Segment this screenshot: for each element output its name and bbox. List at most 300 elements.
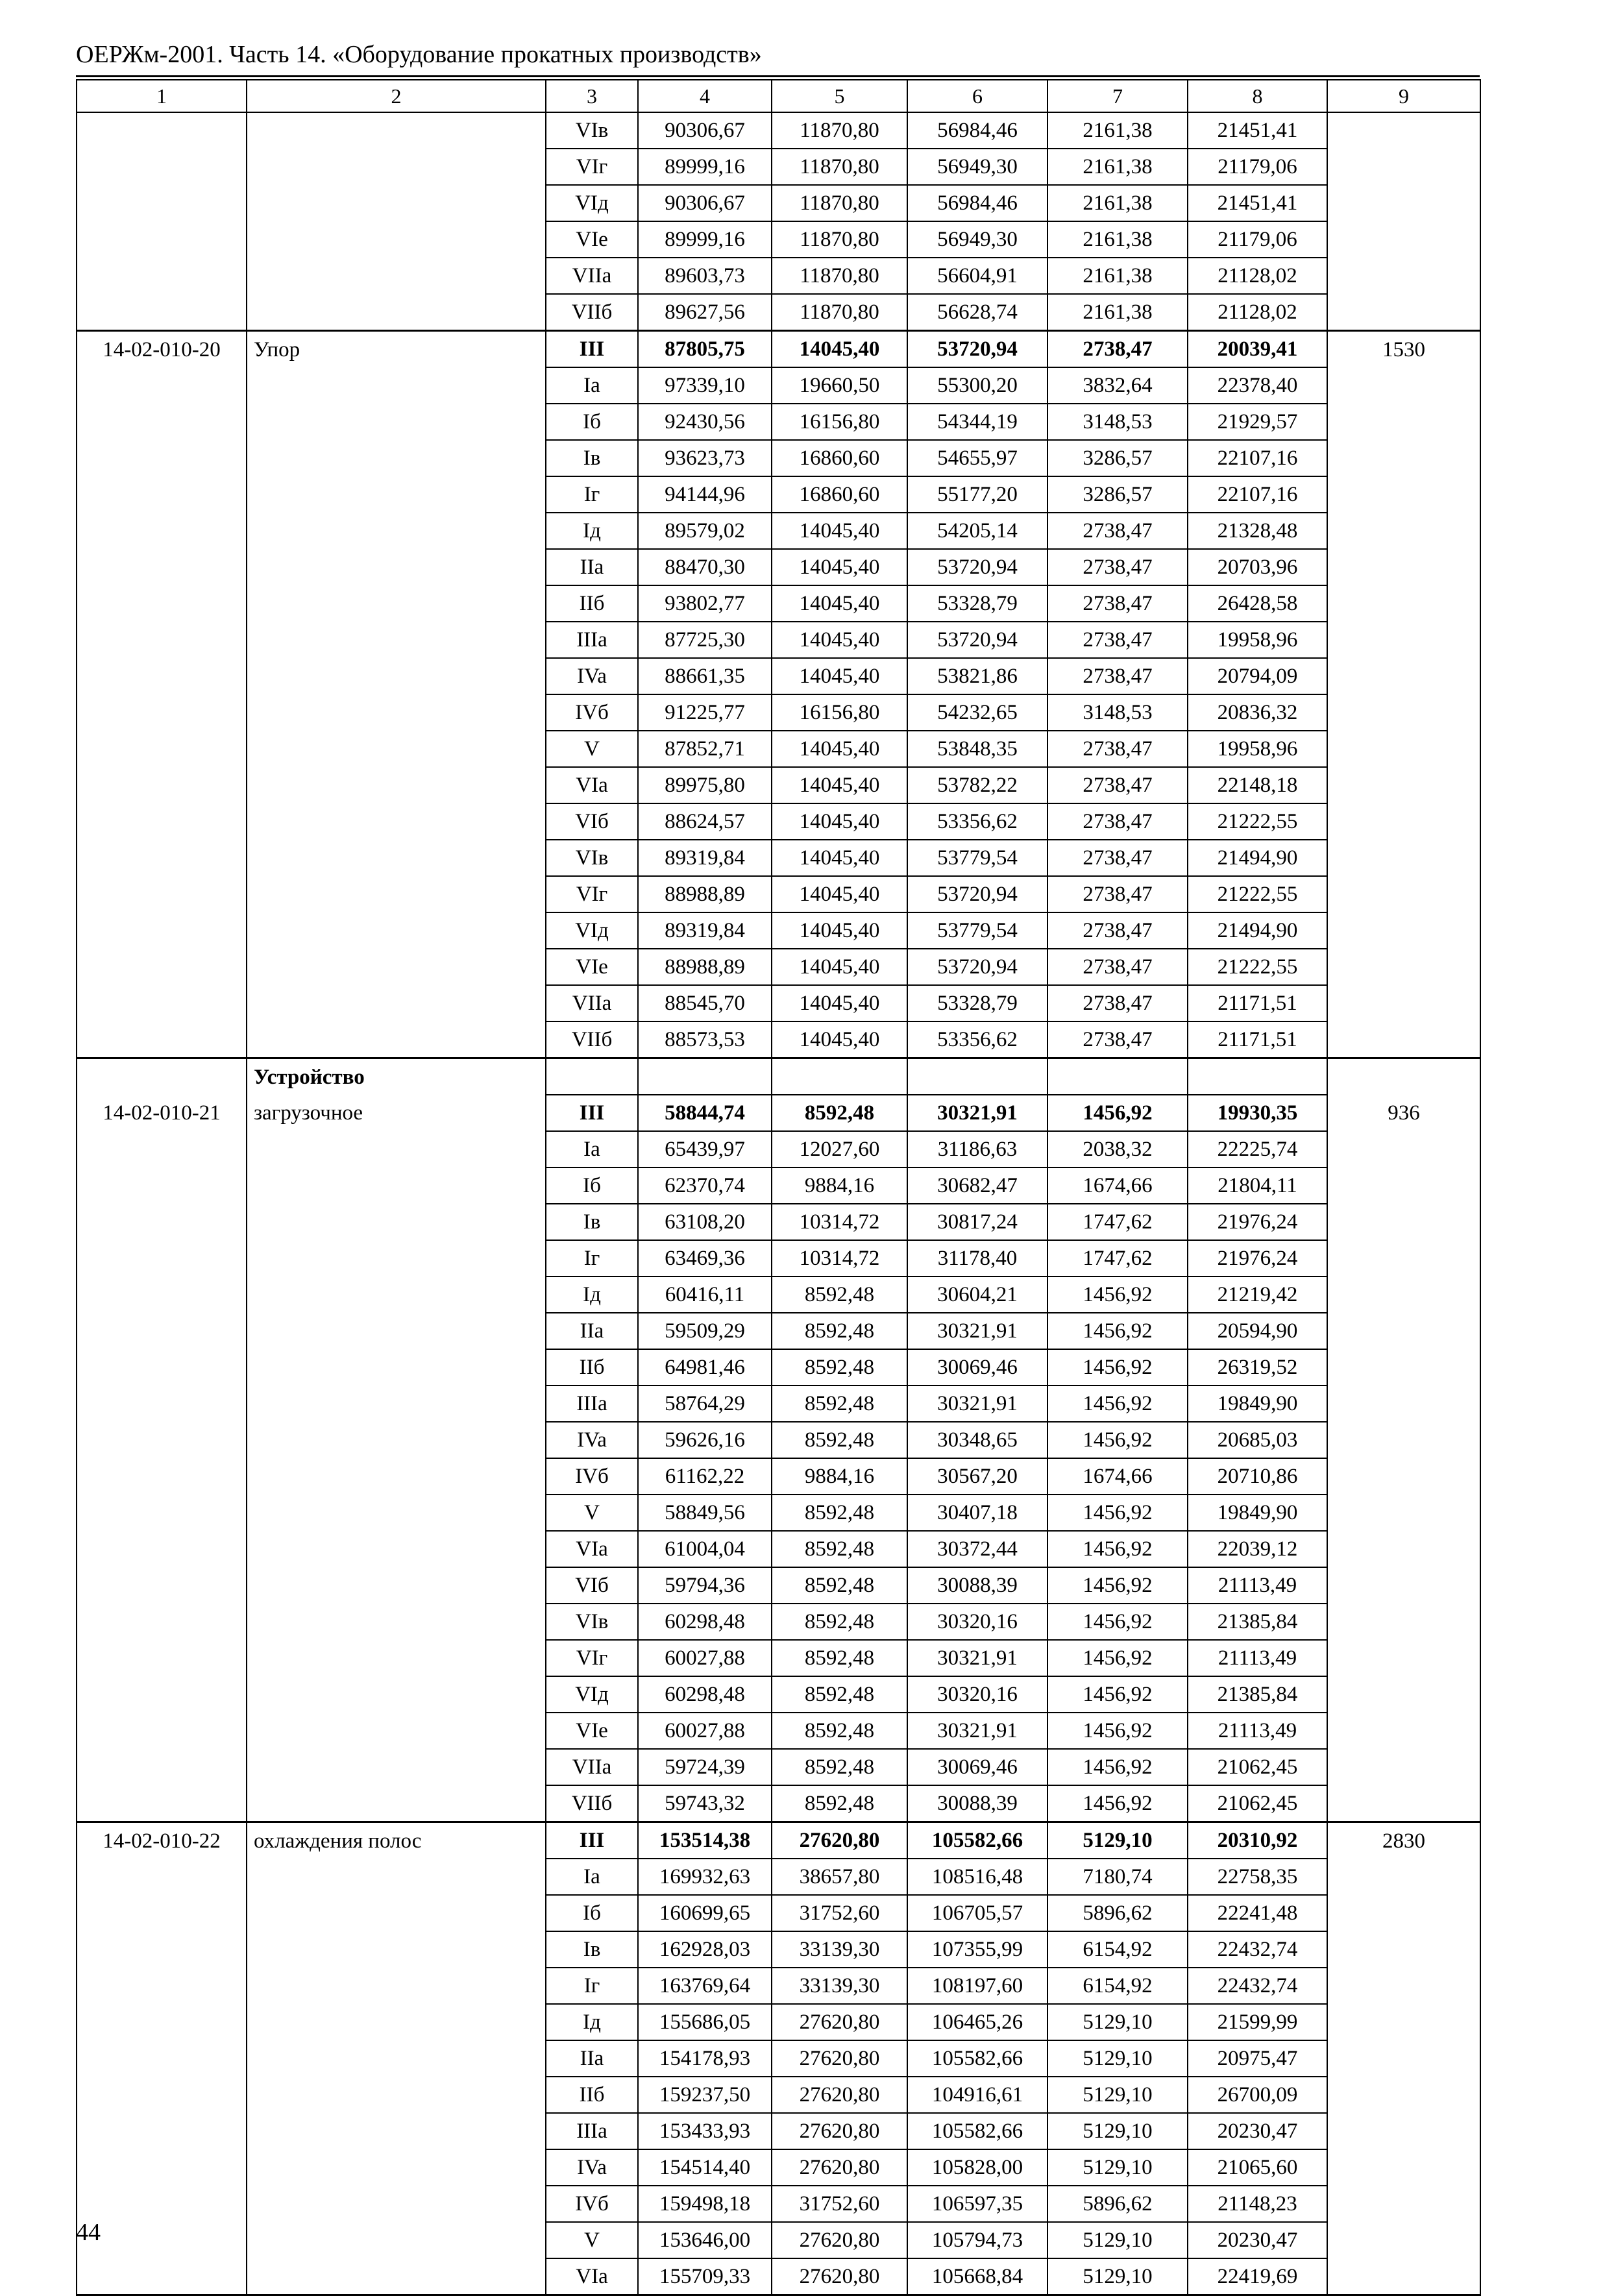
value-cell: 16156,80 <box>772 694 907 731</box>
item-code <box>77 840 247 876</box>
item-code <box>77 367 247 404</box>
table-row <box>77 221 1480 258</box>
value-cell: 8592,48 <box>772 1349 907 1386</box>
value-cell: 2738,47 <box>1047 585 1188 622</box>
table-row <box>77 694 1480 731</box>
weight-cell <box>1327 221 1480 258</box>
item-code <box>77 1349 247 1386</box>
value-cell: 21065,60 <box>1188 2149 1327 2186</box>
value-cell: 27620,80 <box>772 2258 907 2295</box>
value-cell: 2738,47 <box>1047 803 1188 840</box>
value-cell: 108516,48 <box>907 1859 1047 1895</box>
item-code <box>77 731 247 767</box>
value-cell: 108197,60 <box>907 1968 1047 2004</box>
zone-cell: IIIa <box>546 1386 638 1422</box>
zone-cell: III <box>546 1095 638 1131</box>
item-name <box>247 185 546 221</box>
value-cell: 88573,53 <box>638 1021 772 1058</box>
value-cell: 26700,09 <box>1188 2077 1327 2113</box>
zone-cell: VIIa <box>546 258 638 294</box>
value-cell: 105828,00 <box>907 2149 1047 2186</box>
value-cell: 1456,92 <box>1047 1749 1188 1785</box>
column-number: 7 <box>1047 80 1188 112</box>
item-name <box>247 803 546 840</box>
value-cell: 3148,53 <box>1047 404 1188 440</box>
value-cell: 21385,84 <box>1188 1604 1327 1640</box>
section-code-cell <box>77 1058 247 1095</box>
value-cell: 5129,10 <box>1047 2258 1188 2295</box>
value-cell: 163769,64 <box>638 1968 772 2004</box>
zone-cell: IIб <box>546 585 638 622</box>
table-row <box>77 404 1480 440</box>
item-name <box>247 1313 546 1349</box>
value-cell: 22107,16 <box>1188 440 1327 476</box>
value-cell: 53328,79 <box>907 585 1047 622</box>
value-cell: 54655,97 <box>907 440 1047 476</box>
value-cell: 21929,57 <box>1188 404 1327 440</box>
weight-cell <box>1327 404 1480 440</box>
item-code <box>77 221 247 258</box>
value-cell: 5129,10 <box>1047 2113 1188 2149</box>
value-cell: 22039,12 <box>1188 1531 1327 1567</box>
item-name <box>247 1859 546 1895</box>
weight-cell <box>1327 294 1480 331</box>
item-code <box>77 876 247 912</box>
table-row <box>77 2149 1480 2186</box>
value-cell: 8592,48 <box>772 1604 907 1640</box>
weight-cell <box>1327 476 1480 513</box>
item-code <box>77 2113 247 2149</box>
value-cell: 20710,86 <box>1188 1458 1327 1495</box>
value-cell: 53356,62 <box>907 803 1047 840</box>
value-cell: 6154,92 <box>1047 1931 1188 1968</box>
value-cell: 20703,96 <box>1188 549 1327 585</box>
value-cell: 106465,26 <box>907 2004 1047 2040</box>
item-name <box>247 912 546 949</box>
page-number: 44 <box>76 2219 101 2246</box>
value-cell: 33139,30 <box>772 1931 907 1968</box>
weight-cell <box>1327 1458 1480 1495</box>
item-name <box>247 2222 546 2258</box>
value-cell: 61162,22 <box>638 1458 772 1495</box>
item-name <box>247 1386 546 1422</box>
weight-cell <box>1327 2040 1480 2077</box>
value-cell: 56949,30 <box>907 221 1047 258</box>
value-cell: 60416,11 <box>638 1276 772 1313</box>
value-cell: 89319,84 <box>638 840 772 876</box>
value-cell: 1456,92 <box>1047 1349 1188 1386</box>
value-cell: 56984,46 <box>907 112 1047 149</box>
value-cell: 60298,48 <box>638 1604 772 1640</box>
item-name <box>247 840 546 876</box>
weight-cell <box>1327 549 1480 585</box>
weight-cell <box>1327 694 1480 731</box>
column-number: 6 <box>907 80 1047 112</box>
value-cell: 27620,80 <box>772 2149 907 2186</box>
table-row <box>77 1785 1480 1822</box>
value-cell: 88624,57 <box>638 803 772 840</box>
zone-cell: IIIa <box>546 2113 638 2149</box>
value-cell: 22148,18 <box>1188 767 1327 803</box>
value-cell: 60027,88 <box>638 1640 772 1676</box>
value-cell: 10314,72 <box>772 1240 907 1276</box>
value-cell: 89627,56 <box>638 294 772 331</box>
value-cell: 31752,60 <box>772 1895 907 1931</box>
weight-cell <box>1327 2258 1480 2295</box>
zone-cell: IVa <box>546 2149 638 2186</box>
value-cell: 153514,38 <box>638 1822 772 1859</box>
value-cell: 21451,41 <box>1188 185 1327 221</box>
value-cell: 97339,10 <box>638 367 772 404</box>
weight-cell <box>1327 2113 1480 2149</box>
item-name <box>247 985 546 1021</box>
item-code <box>77 1713 247 1749</box>
item-code <box>77 803 247 840</box>
value-cell: 14045,40 <box>772 731 907 767</box>
weight-cell <box>1327 767 1480 803</box>
zone-cell: V <box>546 731 638 767</box>
value-cell: 14045,40 <box>772 949 907 985</box>
weight-cell <box>1327 1495 1480 1531</box>
table-row <box>77 1021 1480 1058</box>
zone-cell: IVб <box>546 694 638 731</box>
value-cell: 3286,57 <box>1047 440 1188 476</box>
item-code <box>77 2077 247 2113</box>
item-code <box>77 513 247 549</box>
value-cell: 30321,91 <box>907 1313 1047 1349</box>
zone-cell: IIб <box>546 2077 638 2113</box>
value-cell: 30069,46 <box>907 1349 1047 1386</box>
value-cell: 27620,80 <box>772 2113 907 2149</box>
value-cell: 21062,45 <box>1188 1749 1327 1785</box>
zone-cell: V <box>546 2222 638 2258</box>
value-cell: 16860,60 <box>772 440 907 476</box>
weight-cell <box>1327 803 1480 840</box>
item-name <box>247 1495 546 1531</box>
value-cell: 33139,30 <box>772 1968 907 2004</box>
item-name <box>247 2258 546 2295</box>
value-cell: 20794,09 <box>1188 658 1327 694</box>
value-cell: 94144,96 <box>638 476 772 513</box>
weight-cell <box>1327 949 1480 985</box>
value-cell: 2161,38 <box>1047 185 1188 221</box>
weight-cell <box>1327 112 1480 149</box>
value-cell: 5129,10 <box>1047 1822 1188 1859</box>
value-cell: 53356,62 <box>907 1021 1047 1058</box>
value-cell: 56984,46 <box>907 185 1047 221</box>
item-name <box>247 1785 546 1822</box>
value-cell: 8592,48 <box>772 1567 907 1604</box>
value-cell: 30372,44 <box>907 1531 1047 1567</box>
value-cell: 30604,21 <box>907 1276 1047 1313</box>
item-code <box>77 1968 247 2004</box>
value-cell: 30348,65 <box>907 1422 1047 1458</box>
item-code <box>77 1204 247 1240</box>
table-row <box>77 331 1480 368</box>
item-name <box>247 1931 546 1968</box>
value-cell: 20039,41 <box>1188 331 1327 368</box>
item-name <box>247 1968 546 2004</box>
section-empty-cell <box>546 1058 638 1095</box>
weight-cell <box>1327 731 1480 767</box>
weight-cell <box>1327 1567 1480 1604</box>
value-cell: 8592,48 <box>772 1531 907 1567</box>
table-row <box>77 1931 1480 1968</box>
value-cell: 2738,47 <box>1047 949 1188 985</box>
item-name <box>247 1567 546 1604</box>
value-cell: 26428,58 <box>1188 585 1327 622</box>
item-code <box>77 1567 247 1604</box>
value-cell: 153646,00 <box>638 2222 772 2258</box>
weight-cell <box>1327 1785 1480 1822</box>
table-row <box>77 258 1480 294</box>
value-cell: 2738,47 <box>1047 876 1188 912</box>
zone-cell: VIб <box>546 1567 638 1604</box>
value-cell: 12027,60 <box>772 1131 907 1167</box>
value-cell: 21062,45 <box>1188 1785 1327 1822</box>
value-cell: 53328,79 <box>907 985 1047 1021</box>
weight-cell <box>1327 2077 1480 2113</box>
value-cell: 2738,47 <box>1047 513 1188 549</box>
value-cell: 1456,92 <box>1047 1785 1188 1822</box>
value-cell: 2738,47 <box>1047 985 1188 1021</box>
item-name <box>247 2077 546 2113</box>
item-code <box>77 1167 247 1204</box>
table-row <box>77 1240 1480 1276</box>
item-name <box>247 658 546 694</box>
value-cell: 1456,92 <box>1047 1604 1188 1640</box>
table-row <box>77 476 1480 513</box>
table-row <box>77 912 1480 949</box>
zone-cell: VIв <box>546 1604 638 1640</box>
value-cell: 59724,39 <box>638 1749 772 1785</box>
table-row <box>77 1676 1480 1713</box>
value-cell: 1456,92 <box>1047 1676 1188 1713</box>
table-row <box>77 2040 1480 2077</box>
zone-cell: V <box>546 1495 638 1531</box>
value-cell: 22419,69 <box>1188 2258 1327 2295</box>
value-cell: 1456,92 <box>1047 1567 1188 1604</box>
item-name <box>247 221 546 258</box>
value-cell: 19930,35 <box>1188 1095 1327 1131</box>
weight-cell <box>1327 1640 1480 1676</box>
table-row <box>77 1276 1480 1313</box>
item-name <box>247 2149 546 2186</box>
item-name <box>247 2004 546 2040</box>
item-code <box>77 2040 247 2077</box>
zone-cell: VIд <box>546 912 638 949</box>
section-empty-cell <box>638 1058 772 1095</box>
weight-cell <box>1327 1713 1480 1749</box>
value-cell: 27620,80 <box>772 2222 907 2258</box>
table-row <box>77 803 1480 840</box>
zone-cell: Iв <box>546 1204 638 1240</box>
item-name <box>247 367 546 404</box>
value-cell: 11870,80 <box>772 221 907 258</box>
item-name <box>247 1713 546 1749</box>
value-cell: 14045,40 <box>772 331 907 368</box>
value-cell: 93802,77 <box>638 585 772 622</box>
value-cell: 90306,67 <box>638 185 772 221</box>
section-row <box>77 1058 1480 1095</box>
value-cell: 53720,94 <box>907 622 1047 658</box>
table-row <box>77 440 1480 476</box>
zone-cell: VIв <box>546 840 638 876</box>
value-cell: 11870,80 <box>772 149 907 185</box>
value-cell: 89975,80 <box>638 767 772 803</box>
value-cell: 63108,20 <box>638 1204 772 1240</box>
value-cell: 22107,16 <box>1188 476 1327 513</box>
weight-cell <box>1327 1931 1480 1968</box>
value-cell: 5896,62 <box>1047 2186 1188 2222</box>
value-cell: 1456,92 <box>1047 1313 1188 1349</box>
item-code <box>77 1895 247 1931</box>
item-name: Упор <box>247 331 546 368</box>
value-cell: 53848,35 <box>907 731 1047 767</box>
column-number: 4 <box>638 80 772 112</box>
value-cell: 5129,10 <box>1047 2004 1188 2040</box>
item-code: 14-02-010-22 <box>77 1822 247 1859</box>
zone-cell: Iв <box>546 1931 638 1968</box>
weight-cell: 936 <box>1327 1095 1480 1131</box>
value-cell: 155686,05 <box>638 2004 772 2040</box>
table-row <box>77 1458 1480 1495</box>
weight-cell <box>1327 1276 1480 1313</box>
value-cell: 21385,84 <box>1188 1676 1327 1713</box>
value-cell: 31178,40 <box>907 1240 1047 1276</box>
value-cell: 92430,56 <box>638 404 772 440</box>
value-cell: 21222,55 <box>1188 876 1327 912</box>
table-row <box>77 622 1480 658</box>
value-cell: 2738,47 <box>1047 840 1188 876</box>
value-cell: 21494,90 <box>1188 840 1327 876</box>
value-cell: 58764,29 <box>638 1386 772 1422</box>
value-cell: 56604,91 <box>907 258 1047 294</box>
weight-cell <box>1327 985 1480 1021</box>
item-code <box>77 1531 247 1567</box>
value-cell: 106705,57 <box>907 1895 1047 1931</box>
value-cell: 14045,40 <box>772 622 907 658</box>
column-number-row <box>77 80 1480 112</box>
zone-cell: Iв <box>546 440 638 476</box>
item-code <box>77 2222 247 2258</box>
section-empty-cell <box>772 1058 907 1095</box>
item-code <box>77 2004 247 2040</box>
zone-cell: IIб <box>546 1349 638 1386</box>
zone-cell: VIб <box>546 803 638 840</box>
value-cell: 20310,92 <box>1188 1822 1327 1859</box>
value-cell: 19958,96 <box>1188 731 1327 767</box>
value-cell: 21222,55 <box>1188 949 1327 985</box>
zone-cell: Ia <box>546 367 638 404</box>
section-empty-cell <box>907 1058 1047 1095</box>
item-code <box>77 694 247 731</box>
value-cell: 22432,74 <box>1188 1968 1327 2004</box>
column-number: 3 <box>546 80 638 112</box>
value-cell: 11870,80 <box>772 294 907 331</box>
value-cell: 2738,47 <box>1047 767 1188 803</box>
zone-cell: VIa <box>546 767 638 803</box>
item-name <box>247 1604 546 1640</box>
value-cell: 26319,52 <box>1188 1349 1327 1386</box>
value-cell: 8592,48 <box>772 1386 907 1422</box>
item-name <box>247 1895 546 1931</box>
item-code <box>77 185 247 221</box>
zone-cell: VIe <box>546 1713 638 1749</box>
table-row <box>77 2186 1480 2222</box>
weight-cell <box>1327 2004 1480 2040</box>
zone-cell: Iг <box>546 1240 638 1276</box>
value-cell: 5896,62 <box>1047 1895 1188 1931</box>
value-cell: 30320,16 <box>907 1604 1047 1640</box>
table-row <box>77 1567 1480 1604</box>
value-cell: 2738,47 <box>1047 731 1188 767</box>
value-cell: 3148,53 <box>1047 694 1188 731</box>
value-cell: 20685,03 <box>1188 1422 1327 1458</box>
item-name <box>247 731 546 767</box>
item-code <box>77 440 247 476</box>
value-cell: 61004,04 <box>638 1531 772 1567</box>
zone-cell: Iб <box>546 1895 638 1931</box>
item-code <box>77 112 247 149</box>
item-name <box>247 476 546 513</box>
weight-cell <box>1327 440 1480 476</box>
value-cell: 22758,35 <box>1188 1859 1327 1895</box>
item-code: 14-02-010-21 <box>77 1095 247 1131</box>
weight-cell <box>1327 258 1480 294</box>
value-cell: 1674,66 <box>1047 1167 1188 1204</box>
value-cell: 64981,46 <box>638 1349 772 1386</box>
item-code <box>77 2186 247 2222</box>
table-row <box>77 840 1480 876</box>
value-cell: 53720,94 <box>907 331 1047 368</box>
value-cell: 7180,74 <box>1047 1859 1188 1895</box>
table-row <box>77 767 1480 803</box>
value-cell: 63469,36 <box>638 1240 772 1276</box>
value-cell: 19849,90 <box>1188 1386 1327 1422</box>
page-header: ОЕРЖм-2001. Часть 14. «Оборудование прокатных производств» <box>76 41 762 68</box>
value-cell: 8592,48 <box>772 1276 907 1313</box>
value-cell: 30088,39 <box>907 1567 1047 1604</box>
value-cell: 2161,38 <box>1047 221 1188 258</box>
item-code <box>77 476 247 513</box>
zone-cell: Iг <box>546 1968 638 2004</box>
value-cell: 5129,10 <box>1047 2040 1188 2077</box>
zone-cell: IIIa <box>546 622 638 658</box>
weight-cell <box>1327 622 1480 658</box>
value-cell: 88470,30 <box>638 549 772 585</box>
value-cell: 14045,40 <box>772 803 907 840</box>
value-cell: 30321,91 <box>907 1713 1047 1749</box>
value-cell: 21179,06 <box>1188 221 1327 258</box>
value-cell: 88661,35 <box>638 658 772 694</box>
value-cell: 53720,94 <box>907 549 1047 585</box>
table-row <box>77 1713 1480 1749</box>
zone-cell: VIa <box>546 2258 638 2295</box>
value-cell: 53720,94 <box>907 876 1047 912</box>
value-cell: 21599,99 <box>1188 2004 1327 2040</box>
zone-cell: VIв <box>546 112 638 149</box>
value-cell: 59743,32 <box>638 1785 772 1822</box>
item-name <box>247 949 546 985</box>
value-cell: 8592,48 <box>772 1495 907 1531</box>
value-cell: 91225,77 <box>638 694 772 731</box>
section-empty-cell <box>1188 1058 1327 1095</box>
table-row <box>77 1495 1480 1531</box>
item-code <box>77 585 247 622</box>
value-cell: 55177,20 <box>907 476 1047 513</box>
item-name: охлаждения полос <box>247 1822 546 1859</box>
